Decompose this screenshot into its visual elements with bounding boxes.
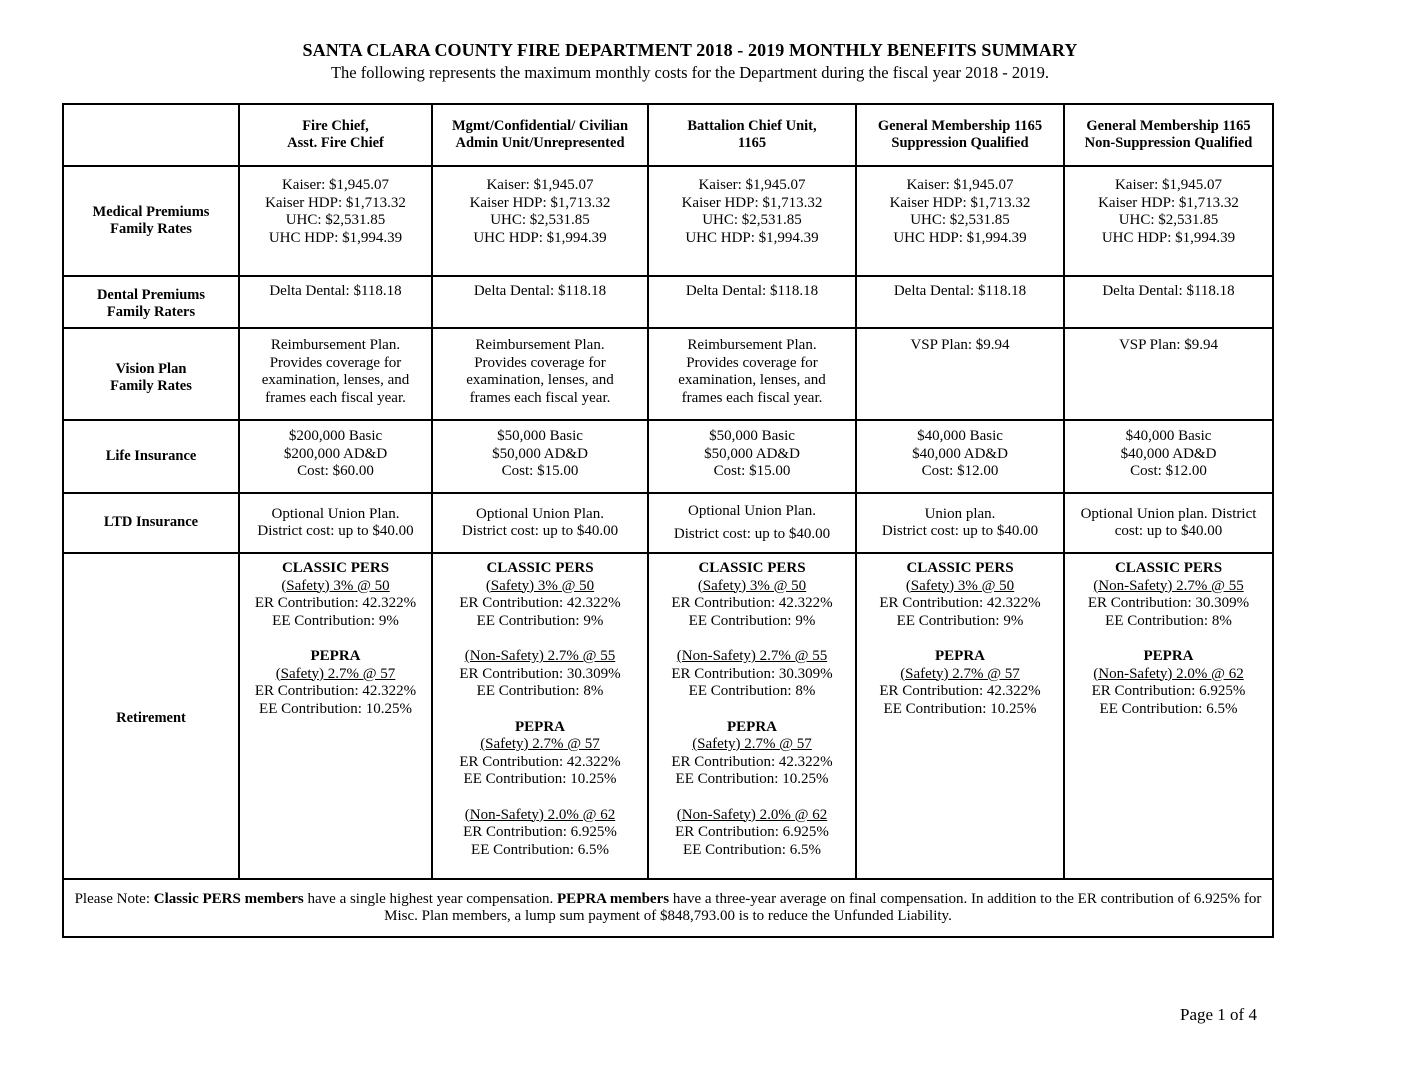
dental-premiums-row <box>63 276 1273 328</box>
medical-cell <box>432 166 648 276</box>
ee-contribution: EE Contribution: 6.5% <box>471 841 609 858</box>
life-text: Cost: $60.00 <box>297 463 374 479</box>
ltd-text: Optional Union Plan. <box>271 505 400 522</box>
benefits-summary-table <box>62 103 1274 938</box>
vision-text: Provides coverage for <box>474 354 606 371</box>
ltd-text: District cost: up to $40.00 <box>257 523 414 539</box>
life-cell <box>1064 420 1273 493</box>
plan-formula: (Non-Safety) 2.0% @ 62 <box>464 806 616 823</box>
life-text: Cost: $12.00 <box>1130 463 1207 479</box>
life-text: $200,000 Basic <box>288 428 383 444</box>
note-bold: Classic PERS members <box>153 891 304 907</box>
ltd-cell <box>432 493 648 553</box>
plan-formula: (Safety) 2.7% @ 57 <box>275 665 396 682</box>
spacer <box>435 630 645 648</box>
page-number: Page 1 of 4 <box>1180 1005 1257 1024</box>
row-header-line: Family Raters <box>106 304 196 320</box>
life-text: $50,000 Basic <box>709 428 795 444</box>
er-contribution: ER Contribution: 42.322% <box>671 595 833 611</box>
dental-rate: Delta Dental: $118.18 <box>269 283 402 299</box>
plan-heading: PEPRA <box>935 648 985 664</box>
spacer <box>1067 630 1270 648</box>
er-contribution: ER Contribution: 42.322% <box>879 595 1041 611</box>
row-header-dental <box>63 276 239 328</box>
row-header-line: Medical Premiums <box>92 203 210 220</box>
ltd-text: District cost: up to $40.00 <box>461 523 619 539</box>
retirement-cell <box>856 553 1064 879</box>
row-header-retirement <box>63 553 239 879</box>
ltd-text: Optional Union Plan. <box>476 505 604 522</box>
plan-formula: (Non-Safety) 2.7% @ 55 <box>464 648 616 664</box>
spacer <box>651 630 853 648</box>
plan-formula: (Safety) 3% @ 50 <box>697 577 807 594</box>
spacer <box>435 701 645 719</box>
vision-text: Provides coverage for <box>269 354 402 371</box>
column-header-line: General Membership 1165 <box>877 117 1043 134</box>
life-text: $200,000 AD&D <box>283 445 388 462</box>
dental-rate: Delta Dental: $118.18 <box>473 283 607 299</box>
column-header <box>648 104 856 166</box>
plan-formula: (Safety) 3% @ 50 <box>485 577 595 594</box>
column-header-line: General Membership 1165 <box>1086 117 1251 134</box>
row-header-medical <box>63 166 239 276</box>
life-text: $40,000 Basic <box>917 428 1003 444</box>
plan-formula: (Non-Safety) 2.0% @ 62 <box>676 806 828 823</box>
dental-cell <box>856 276 1064 328</box>
dental-cell <box>1064 276 1273 328</box>
medical-rate: Kaiser HDP: $1,713.32 <box>265 194 406 211</box>
medical-rate: UHC: $2,531.85 <box>285 212 386 228</box>
dental-cell <box>648 276 856 328</box>
plan-formula: (Non-Safety) 2.7% @ 55 <box>676 648 828 664</box>
column-header-line: Fire Chief, <box>302 117 369 134</box>
er-contribution: ER Contribution: 42.322% <box>879 683 1041 699</box>
life-text: Cost: $15.00 <box>501 463 579 479</box>
column-header <box>239 104 432 166</box>
ltd-cell <box>648 493 856 553</box>
ltd-cell <box>1064 493 1273 553</box>
row-header-vision <box>63 328 239 420</box>
ee-contribution: EE Contribution: 10.25% <box>675 771 829 787</box>
note-text: Please Note: <box>74 891 154 907</box>
plan-heading: CLASSIC PERS <box>281 560 390 576</box>
er-contribution: ER Contribution: 42.322% <box>459 595 621 611</box>
er-contribution: ER Contribution: 6.925% <box>463 824 617 840</box>
medical-rate: UHC HDP: $1,994.39 <box>268 229 403 246</box>
life-text: $40,000 Basic <box>1125 428 1212 444</box>
column-header-line: Battalion Chief Unit, <box>687 117 817 134</box>
vision-text: Reimbursement Plan. <box>270 337 401 353</box>
please-note <box>63 879 1273 937</box>
vision-text: examination, lenses, and <box>678 372 826 388</box>
column-header-line: 1165 <box>737 135 767 151</box>
ltd-cell <box>856 493 1064 553</box>
medical-cell <box>239 166 432 276</box>
medical-rate: UHC: $2,531.85 <box>490 212 590 228</box>
life-insurance-row <box>63 420 1273 493</box>
row-header-ltd <box>63 493 239 553</box>
medical-rate: Kaiser HDP: $1,713.32 <box>469 194 611 211</box>
ee-contribution: EE Contribution: 8% <box>476 683 604 699</box>
ee-contribution: EE Contribution: 9% <box>688 612 816 629</box>
life-cell <box>239 420 432 493</box>
er-contribution: ER Contribution: 6.925% <box>1091 683 1246 699</box>
medical-cell <box>648 166 856 276</box>
er-contribution: ER Contribution: 42.322% <box>459 753 621 770</box>
medical-rate: Kaiser: $1,945.07 <box>1114 177 1223 193</box>
vision-text: VSP Plan: $9.94 <box>1118 337 1219 353</box>
column-header-line: Asst. Fire Chief <box>287 135 384 151</box>
retirement-cell <box>648 553 856 879</box>
row-header-line: Vision Plan <box>115 360 187 377</box>
dental-cell <box>432 276 648 328</box>
dental-rate: Delta Dental: $118.18 <box>893 283 1027 299</box>
er-contribution: ER Contribution: 30.309% <box>459 665 621 682</box>
column-header-line: Non-Suppression Qualified <box>1084 135 1253 151</box>
vision-cell <box>648 328 856 420</box>
ltd-text: Optional Union plan. District <box>1080 505 1257 522</box>
note-text: have a single highest year compensation. <box>303 891 558 907</box>
life-cell <box>648 420 856 493</box>
row-header-line: Life Insurance <box>105 447 197 464</box>
ltd-cell <box>239 493 432 553</box>
life-text: Cost: $15.00 <box>713 463 791 479</box>
note-bold: PEPRA members <box>557 891 670 907</box>
ltd-text: Union plan. <box>924 505 996 522</box>
medical-rate: UHC: $2,531.85 <box>910 212 1010 228</box>
corner-cell <box>63 104 239 166</box>
column-header-line: Mgmt/Confidential/ Civilian <box>451 117 629 134</box>
ee-contribution: EE Contribution: 9% <box>896 612 1024 629</box>
ee-contribution: EE Contribution: 6.5% <box>1099 700 1238 717</box>
row-header-line: Retirement <box>116 710 186 727</box>
medical-rate: UHC HDP: $1,994.39 <box>1101 229 1236 246</box>
spacer <box>859 630 1061 648</box>
plan-heading: CLASSIC PERS <box>1114 560 1223 576</box>
vision-text: examination, lenses, and <box>261 372 410 388</box>
er-contribution: ER Contribution: 42.322% <box>671 753 833 770</box>
row-header-line: Family Rates <box>110 221 192 237</box>
medical-cell <box>1064 166 1273 276</box>
life-text: $50,000 Basic <box>497 428 583 444</box>
er-contribution: ER Contribution: 30.309% <box>671 665 833 682</box>
dental-cell <box>239 276 432 328</box>
medical-rate: Kaiser HDP: $1,713.32 <box>889 194 1031 211</box>
vision-plan-row <box>63 328 1273 420</box>
vision-cell <box>432 328 648 420</box>
life-text: Cost: $12.00 <box>921 463 999 479</box>
row-header-line: LTD Insurance <box>103 514 199 531</box>
life-text: $40,000 AD&D <box>912 445 1008 462</box>
retirement-cell <box>239 553 432 879</box>
er-contribution: ER Contribution: 30.309% <box>1087 595 1250 611</box>
plan-formula: (Safety) 2.7% @ 57 <box>480 736 600 752</box>
er-contribution: ER Contribution: 42.322% <box>254 595 417 611</box>
spacer <box>651 701 853 719</box>
retirement-cell <box>432 553 648 879</box>
medical-rate: Kaiser HDP: $1,713.32 <box>681 194 823 211</box>
retirement-row <box>63 553 1273 879</box>
medical-rate: Kaiser HDP: $1,713.32 <box>1098 194 1239 211</box>
column-header <box>1064 104 1273 166</box>
plan-formula: (Safety) 3% @ 50 <box>281 577 390 594</box>
vision-cell <box>856 328 1064 420</box>
plan-heading: CLASSIC PERS <box>698 560 806 576</box>
medical-rate: Kaiser: $1,945.07 <box>698 177 806 193</box>
medical-rate: UHC: $2,531.85 <box>702 212 802 228</box>
plan-heading: PEPRA <box>727 718 777 735</box>
ltd-text: cost: up to $40.00 <box>1114 523 1223 539</box>
medical-cell <box>856 166 1064 276</box>
ltd-text: District cost: up to $40.00 <box>673 526 831 542</box>
vision-text: frames each fiscal year. <box>265 389 406 406</box>
ltd-text: District cost: up to $40.00 <box>881 523 1039 539</box>
column-header-line: Suppression Qualified <box>891 135 1029 151</box>
plan-formula: (Safety) 2.7% @ 57 <box>692 736 812 752</box>
spacer <box>651 789 853 807</box>
plan-formula: (Non-Safety) 2.0% @ 62 <box>1093 665 1244 682</box>
ee-contribution: EE Contribution: 8% <box>688 683 816 699</box>
medical-premiums-row <box>63 166 1273 276</box>
ee-contribution: EE Contribution: 10.25% <box>883 700 1037 717</box>
row-header-life <box>63 420 239 493</box>
ee-contribution: EE Contribution: 10.25% <box>463 771 617 787</box>
life-cell <box>856 420 1064 493</box>
vision-cell <box>1064 328 1273 420</box>
medical-rate: UHC HDP: $1,994.39 <box>685 229 819 246</box>
header-row <box>63 104 1273 166</box>
document-subtitle: The following represents the maximum monthly costs for the Department during the fiscal year 2018 - 2019. <box>330 63 1050 82</box>
plan-formula: (Non-Safety) 2.7% @ 55 <box>1093 577 1244 594</box>
dental-rate: Delta Dental: $118.18 <box>685 283 819 299</box>
vision-cell <box>239 328 432 420</box>
vision-text: Provides coverage for <box>686 354 818 371</box>
column-header <box>432 104 648 166</box>
vision-text: frames each fiscal year. <box>469 389 611 406</box>
plan-formula: (Safety) 2.7% @ 57 <box>900 665 1020 682</box>
ee-contribution: EE Contribution: 10.25% <box>259 700 412 717</box>
medical-rate: Kaiser: $1,945.07 <box>486 177 594 193</box>
column-header-line: Admin Unit/Unrepresented <box>455 135 625 151</box>
ee-contribution: EE Contribution: 8% <box>1105 612 1232 629</box>
plan-heading: PEPRA <box>310 648 361 664</box>
row-header-line: Family Rates <box>110 378 192 394</box>
spacer <box>242 630 429 648</box>
column-header <box>856 104 1064 166</box>
vision-text: Reimbursement Plan. <box>687 337 817 353</box>
medical-rate: UHC: $2,531.85 <box>1118 212 1219 228</box>
plan-heading: PEPRA <box>515 718 565 735</box>
spacer <box>435 789 645 807</box>
er-contribution: ER Contribution: 42.322% <box>254 683 417 699</box>
life-text: $50,000 AD&D <box>492 445 588 462</box>
ltd-text: Optional Union Plan. <box>688 502 816 519</box>
ltd-insurance-row <box>63 493 1273 553</box>
life-text: $40,000 AD&D <box>1120 445 1217 462</box>
vision-text: VSP Plan: $9.94 <box>910 337 1010 353</box>
document-title: SANTA CLARA COUNTY FIRE DEPARTMENT 2018 - 2019 MONTHLY BENEFITS SUMMARY <box>302 40 1078 60</box>
medical-rate: Kaiser: $1,945.07 <box>906 177 1014 193</box>
row-header-line: Dental Premiums <box>96 286 206 303</box>
ee-contribution: EE Contribution: 9% <box>272 612 399 629</box>
plan-heading: CLASSIC PERS <box>486 560 594 576</box>
plan-formula: (Safety) 3% @ 50 <box>905 577 1015 594</box>
life-text: $50,000 AD&D <box>704 445 800 462</box>
note-text: have a three-year average on final compensation. In addition to the ER contribution of 6.925% for Misc. Plan members, a lump sum payment of $848,793.00 is to reduce the Unfunded Liability. <box>384 891 1262 924</box>
ee-contribution: EE Contribution: 9% <box>476 612 604 629</box>
medical-rate: UHC HDP: $1,994.39 <box>473 229 607 246</box>
ee-contribution: EE Contribution: 6.5% <box>683 841 821 858</box>
dental-rate: Delta Dental: $118.18 <box>1102 283 1235 299</box>
retirement-cell <box>1064 553 1273 879</box>
vision-text: frames each fiscal year. <box>681 389 823 406</box>
plan-heading: PEPRA <box>1143 648 1194 664</box>
note-row <box>63 879 1273 937</box>
plan-heading: CLASSIC PERS <box>906 560 1014 576</box>
life-cell <box>432 420 648 493</box>
vision-text: Reimbursement Plan. <box>475 337 605 353</box>
medical-rate: UHC HDP: $1,994.39 <box>893 229 1027 246</box>
medical-rate: Kaiser: $1,945.07 <box>281 177 390 193</box>
er-contribution: ER Contribution: 6.925% <box>675 824 829 840</box>
vision-text: examination, lenses, and <box>466 372 614 388</box>
